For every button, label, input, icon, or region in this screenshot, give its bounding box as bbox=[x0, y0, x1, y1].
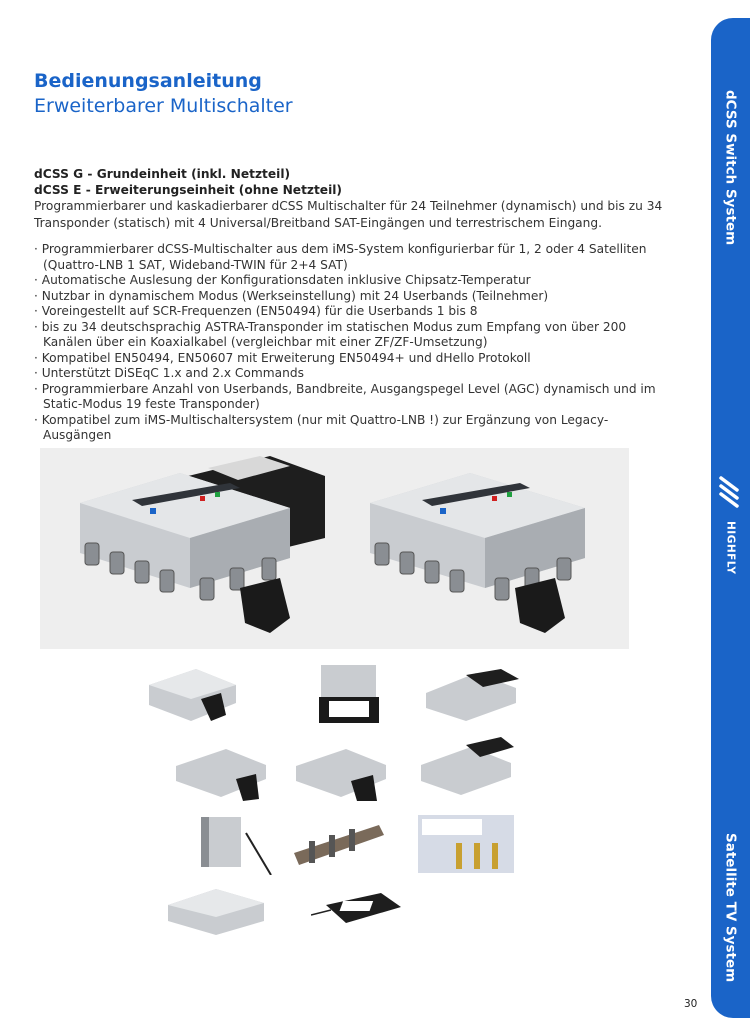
product-thumbnail-grid bbox=[141, 663, 529, 938]
thumbnail-photo bbox=[166, 885, 266, 947]
feature-item: · Kompatibel zum iMS-Multischaltersystem (nur mit Quattro-LNB !) zur Ergänzung von Legacy-Ausgängen bbox=[34, 413, 674, 444]
product-intro: Programmierbarer und kaskadierbarer dCSS Multischalter für 24 Teilnehmer (dynamisch) und bis zu 34 Transponder (statisch) mit 4 Universal/Breitband SAT-Eingängen und terrestrischem Eingang. bbox=[34, 199, 663, 230]
product-line-base-unit: dCSS G - Grundeinheit (inkl. Netzteil) bbox=[34, 167, 291, 181]
feature-item: · Kompatibel EN50494, EN50607 mit Erweiterung EN50494+ und dHello Protokoll bbox=[34, 351, 674, 367]
product-description bbox=[34, 166, 674, 244]
thumbnail-photo bbox=[141, 663, 241, 725]
feature-item: · Programmierbarer dCSS-Multischalter aus dem iMS-System konfigurierbar für 1, 2 oder 4 Satelliten (Quattro-LNB 1 SAT, Wideband-TWIN für 2+4 SAT) bbox=[34, 242, 674, 273]
thumbnail-photo bbox=[291, 741, 391, 803]
product-line-extension-unit: dCSS E - Erweiterungseinheit (ohne Netzteil) bbox=[34, 183, 343, 197]
brand-name: HIGHFLY bbox=[724, 521, 737, 575]
side-tab bbox=[711, 18, 750, 1018]
feature-item: · Programmierbare Anzahl von Userbands, Bandbreite, Ausgangspegel Level (AGC) dynamisch und im Static-Modus 19 feste Transponder) bbox=[34, 382, 674, 413]
page-title: Bedienungsanleitung bbox=[34, 70, 262, 92]
page-number: 30 bbox=[684, 998, 698, 1010]
thumbnail-photo bbox=[421, 663, 521, 725]
side-tab-category-label: Satellite TV System bbox=[722, 833, 739, 983]
feature-item: · Automatische Auslesung der Konfigurationsdaten inklusive Chipsatz-Temperatur bbox=[34, 273, 674, 289]
thumbnail-photo bbox=[311, 885, 411, 947]
feature-item: · Voreingestellt auf SCR-Frequenzen (EN50494) für die Userbands 1 bis 8 bbox=[34, 304, 674, 320]
feature-item: · Unterstützt DiSEqC 1.x and 2.x Commands bbox=[34, 366, 674, 382]
feature-item: · Nutzbar in dynamischem Modus (Werkseinstellung) mit 24 Userbands (Teilnehmer) bbox=[34, 289, 674, 305]
thumbnail-photo bbox=[301, 663, 401, 725]
thumbnail-photo bbox=[176, 813, 276, 875]
feature-item: · bis zu 34 deutschsprachig ASTRA-Transponder im statischen Modus zum Empfang von über 200 Kanälen über ein Koaxialkabel (vergleichbar mit einer ZF/ZF-Umsetzung) bbox=[34, 320, 674, 351]
thumbnail-photo bbox=[416, 813, 516, 875]
multiswitch-pair-illustration bbox=[40, 448, 629, 649]
feature-list bbox=[34, 242, 674, 444]
side-tab-section-label: dCSS Switch System bbox=[722, 90, 739, 246]
thumbnail-photo bbox=[289, 813, 389, 875]
thumbnail-photo bbox=[171, 741, 271, 803]
product-photo-main bbox=[40, 448, 629, 649]
thumbnail-photo bbox=[416, 735, 516, 797]
page-subtitle: Erweiterbarer Multischalter bbox=[34, 95, 293, 117]
